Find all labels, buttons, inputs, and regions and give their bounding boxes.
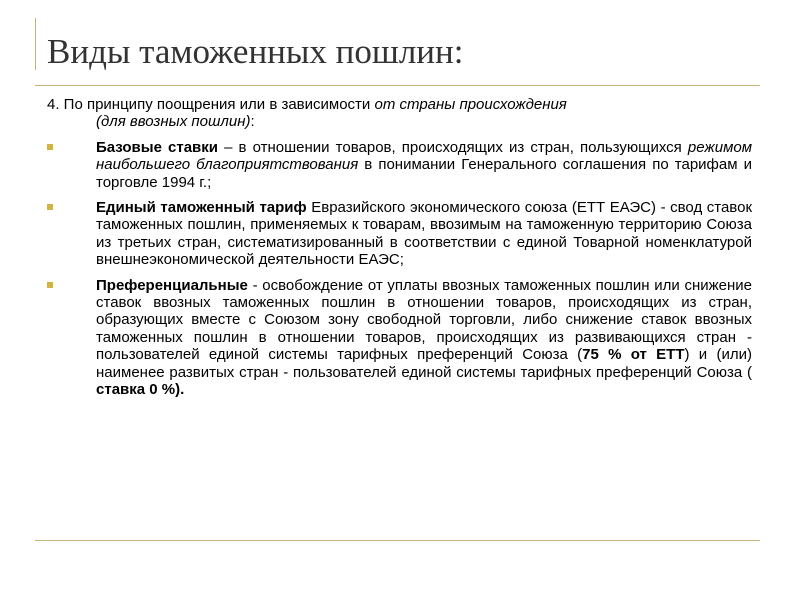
item-text-2: в понимании Генерального соглашения по тарифам и торговле 1994 г.; xyxy=(96,156,752,191)
intro-line2-italic: (для ввозных пошлин) xyxy=(96,113,251,131)
list-item xyxy=(47,199,752,269)
item-italic: режимом наибольшего благоприятствования xyxy=(96,138,752,174)
item-text-2: ) и (или) наименее развитых стран - пользователей единой системы тарифных преференций Союза ( xyxy=(96,346,752,381)
intro-paragraph xyxy=(47,96,752,131)
bullet-square-icon xyxy=(47,144,53,150)
item-bold: Преференциальные xyxy=(96,276,248,294)
list-item xyxy=(47,139,752,191)
frame-vertical-line xyxy=(35,18,36,70)
item-bold: Единый таможенный тариф xyxy=(96,199,307,217)
item-bold-2: 75 % от ЕТТ xyxy=(582,346,685,364)
slide-body xyxy=(47,96,752,407)
list-item xyxy=(47,277,752,399)
footer-divider-line xyxy=(35,540,760,541)
intro-prefix: 4. По принципу поощрения или в зависимости xyxy=(47,96,375,113)
item-bold-3: ставка 0 %). xyxy=(96,381,185,399)
title-divider-line xyxy=(35,85,760,86)
slide-title: Виды таможенных пошлин: xyxy=(47,32,464,71)
intro-line2-suffix: : xyxy=(250,113,255,131)
item-text: - освобождение от уплаты ввозных таможенных пошлин или снижение ставок ввозных таможенных пошлин в отношении товаров, происходящих из стран, образующих вместе с Союзом зону свободной торговли, либо снижение ставок ввозных таможенных пошлин в отношении товаров, происходящих из развивающихся стран - пользователей единой системы тарифных преференций Союза ( xyxy=(96,276,752,364)
item-text: Евразийского экономического союза (ЕТТ ЕАЭС) - свод ставок таможенных пошлин, применяемых к товарам, ввозимым на таможенную территорию Союза из третьих стран, систематизированный в соответствии с единой Товарной номенклатурой внешнеэкономической деятельности ЕАЭС; xyxy=(96,199,753,269)
bullet-square-icon xyxy=(47,204,53,210)
bullet-square-icon xyxy=(47,282,53,288)
item-text: – в отношении товаров, происходящих из стран, пользующихся xyxy=(218,138,688,156)
intro-italic: от страны происхождения xyxy=(374,96,567,113)
item-bold: Базовые ставки xyxy=(96,138,219,156)
intro-line2 xyxy=(47,113,752,130)
